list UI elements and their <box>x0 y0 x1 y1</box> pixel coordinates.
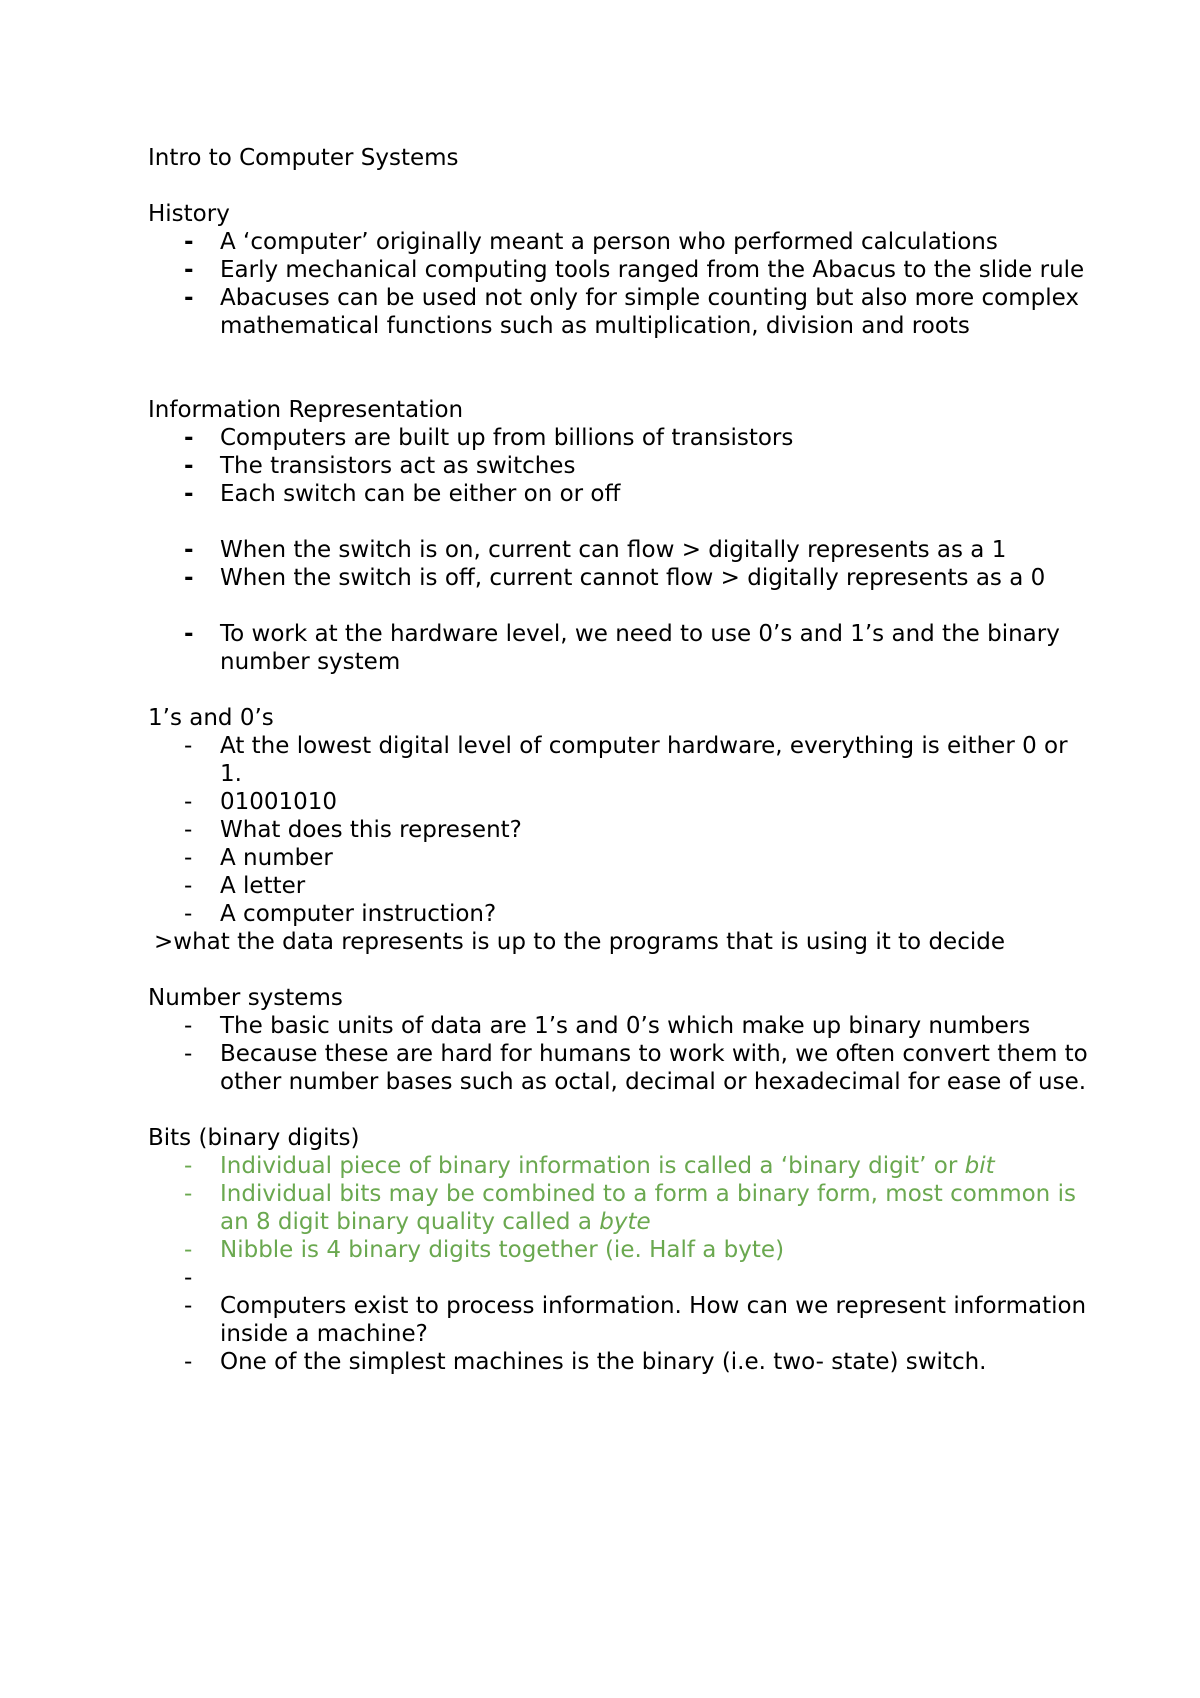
list-item: - At the lowest digital level of computer hardware, everything is either 0 or 1. <box>184 733 1068 787</box>
number-systems-list <box>148 1012 1088 1096</box>
history-list <box>148 228 1088 340</box>
list-item: - One of the simplest machines is the binary (i.e. two- state) switch. <box>184 1349 987 1375</box>
spacer <box>148 1096 1088 1124</box>
section-heading-ones-zeros: 1’s and 0’s <box>148 705 274 731</box>
list-item: - The transistors act as switches <box>184 453 576 479</box>
list-item: - Nibble is 4 binary digits together (ie. Half a byte) <box>184 1237 785 1263</box>
list-item: - 01001010 <box>184 789 338 815</box>
bullet-dash: - <box>184 1237 193 1263</box>
bullet-dash: - <box>184 789 193 815</box>
bullet-dash: - <box>184 481 194 507</box>
ones-zeros-list <box>148 732 1088 928</box>
bullet-dash: - <box>184 1013 193 1039</box>
list-item: - Each switch can be either on or off <box>184 481 621 507</box>
bullet-dash: - <box>184 1181 193 1207</box>
list-item: - Early mechanical computing tools ranged from the Abacus to the slide rule <box>184 257 1085 283</box>
information-list <box>148 424 1088 508</box>
section-number-systems <box>148 984 1088 1096</box>
bullet-dash: - <box>184 733 193 759</box>
document-body <box>148 144 1088 1376</box>
list-item-empty <box>148 1264 1088 1292</box>
list-item: - When the switch is on, current can flow > digitally represents as a 1 <box>184 537 1007 563</box>
bullet-dash: - <box>184 845 193 871</box>
section-heading-history: History <box>148 201 230 227</box>
bullet-dash: - <box>184 1349 193 1375</box>
list-item: - The basic units of data are 1’s and 0’s which make up binary numbers <box>184 1013 1031 1039</box>
document-title: Intro to Computer Systems <box>148 145 459 171</box>
bullet-dash: - <box>184 873 193 899</box>
information-list-switch <box>148 536 1088 592</box>
bullet-dash: - <box>184 1265 193 1291</box>
list-item: - Abacuses can be used not only for simple counting but also more complex mathematical functions such as multiplication, division and roots <box>184 285 1079 339</box>
list-item: - Computers exist to process information. How can we represent information inside a machine? <box>184 1293 1087 1347</box>
spacer <box>148 592 1088 620</box>
bullet-dash: - <box>184 1041 193 1067</box>
list-item: - When the switch is off, current cannot flow > digitally represents as a 0 <box>184 565 1046 591</box>
ones-zeros-note: >what the data represents is up to the programs that is using it to decide <box>154 929 1005 955</box>
list-item: - Individual piece of binary information is called a ‘binary digit’ or bit <box>184 1153 995 1179</box>
list-item: - Individual bits may be combined to a form a binary form, most common is an 8 digit binary quality called a byte <box>184 1181 1076 1235</box>
bullet-dash: - <box>184 1293 193 1319</box>
list-item: - A letter <box>184 873 306 899</box>
bullet-dash: - <box>184 285 194 311</box>
bits-list <box>148 1152 1088 1376</box>
section-bits <box>148 1124 1088 1376</box>
list-item: - Because these are hard for humans to work with, we often convert them to other number bases such as octal, decimal or hexadecimal for ease of use. <box>184 1041 1088 1095</box>
information-list-hardware <box>148 620 1088 676</box>
bullet-dash: - <box>184 257 194 283</box>
bullet-dash: - <box>184 1153 193 1179</box>
section-heading-information: Information Representation <box>148 397 464 423</box>
bullet-dash: - <box>184 425 194 451</box>
spacer <box>148 676 1088 704</box>
bullet-dash: - <box>184 229 194 255</box>
spacer <box>148 956 1088 984</box>
spacer <box>148 340 1088 396</box>
section-information-representation <box>148 396 1088 676</box>
list-item: - A ‘computer’ originally meant a person who performed calculations <box>184 229 998 255</box>
bullet-dash: - <box>184 901 193 927</box>
section-ones-and-zeros <box>148 704 1088 956</box>
list-item: - A computer instruction? <box>184 901 497 927</box>
list-item: - What does this represent? <box>184 817 522 843</box>
bullet-dash: - <box>184 537 194 563</box>
section-heading-number-systems: Number systems <box>148 985 343 1011</box>
spacer <box>148 508 1088 536</box>
list-item: - A number <box>184 845 333 871</box>
bullet-dash: - <box>184 453 194 479</box>
list-item: - Computers are built up from billions of transistors <box>184 425 794 451</box>
bullet-dash: - <box>184 621 194 647</box>
list-item: - To work at the hardware level, we need to use 0’s and 1’s and the binary number system <box>184 621 1060 675</box>
section-history <box>148 200 1088 340</box>
bullet-dash: - <box>184 817 193 843</box>
bullet-dash: - <box>184 565 194 591</box>
section-heading-bits: Bits (binary digits) <box>148 1125 360 1151</box>
